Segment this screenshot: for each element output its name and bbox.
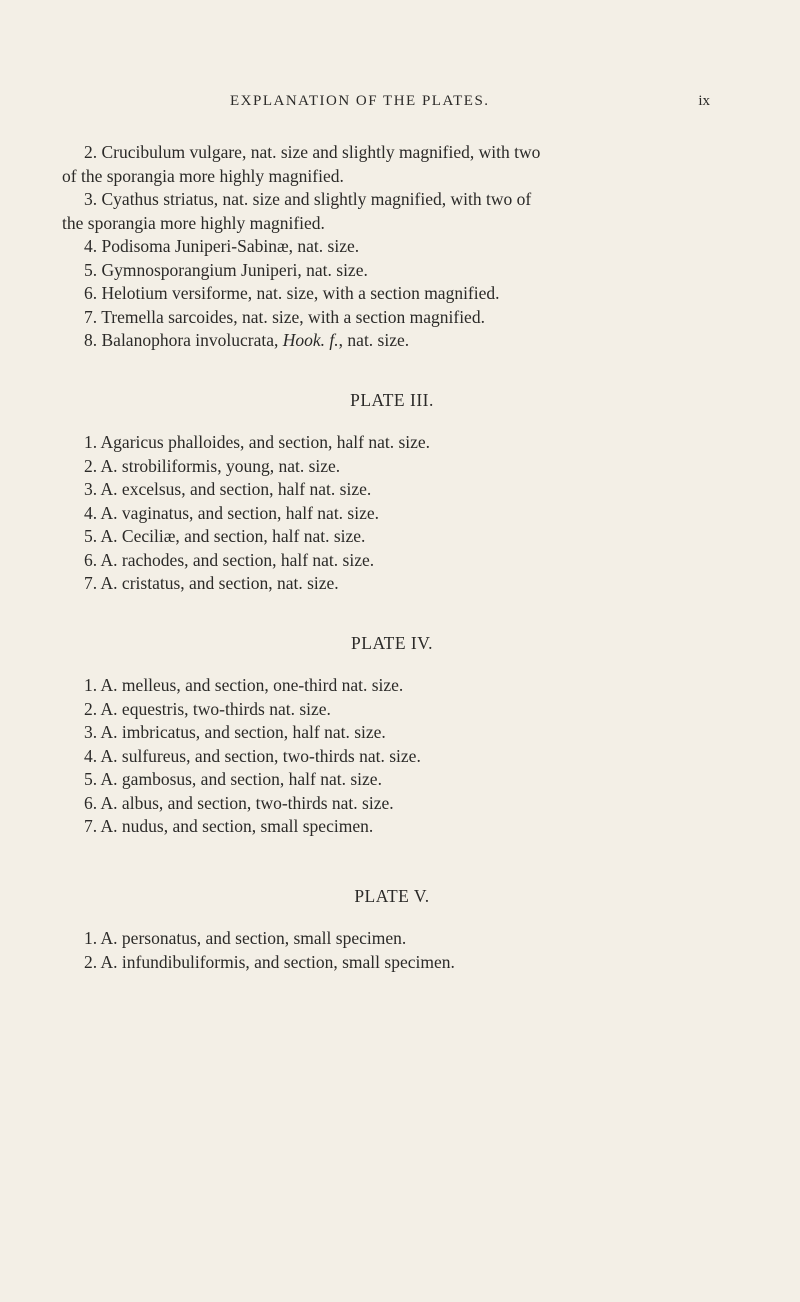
entry-number: 1. xyxy=(84,675,98,695)
entry-text: Cyathus striatus, nat. size and slightly magnified, with two of xyxy=(101,189,532,209)
intro-entries xyxy=(62,141,722,353)
entry-text: Agaricus phalloides, and section, half nat. size. xyxy=(100,432,431,452)
plate-section xyxy=(62,389,722,596)
list-item xyxy=(62,141,722,188)
entry-number: 5. xyxy=(84,526,98,546)
list-item xyxy=(62,235,722,259)
page-body xyxy=(62,141,722,974)
entry-text: A. Ceciliæ, and section, half nat. size. xyxy=(100,526,366,546)
entry-number: 1. xyxy=(84,928,98,948)
entry-text: A. excelsus, and section, half nat. size. xyxy=(100,479,372,499)
entry-number: 6. xyxy=(84,792,98,813)
plate-section xyxy=(62,885,722,975)
list-item xyxy=(62,525,722,549)
entry-text: Helotium versiforme, nat. size, with a section magnified. xyxy=(101,283,500,303)
plate-heading: PLATE IV. xyxy=(351,632,433,653)
running-head xyxy=(230,93,710,117)
entry-text: A. equestris, two-thirds nat. size. xyxy=(100,698,331,719)
entry-text: Tremella sarcoides, nat. size, with a section magnified. xyxy=(101,306,485,327)
running-title: EXPLANATION OF THE PLATES. xyxy=(230,93,490,109)
entry-number: 2. xyxy=(84,455,98,476)
list-item xyxy=(62,792,722,816)
list-item xyxy=(62,674,722,698)
list-item xyxy=(62,329,722,353)
entry-number: 6. xyxy=(84,283,98,303)
list-item xyxy=(62,768,722,792)
list-item xyxy=(62,572,722,596)
plate-section xyxy=(62,632,722,839)
entry-number: 2. xyxy=(84,951,98,972)
list-item xyxy=(62,431,722,455)
list-item xyxy=(62,549,722,573)
list-item xyxy=(62,455,722,479)
list-item xyxy=(62,478,722,502)
entry-number: 7. xyxy=(84,306,98,327)
page-number: ix xyxy=(698,93,710,109)
list-item xyxy=(62,951,722,975)
entry-number: 3. xyxy=(84,479,98,499)
entry-text: A. cristatus, and section, nat. size. xyxy=(100,573,339,593)
entry-text: Gymnosporangium Juniperi, nat. size. xyxy=(101,259,368,280)
entry-text: A. rachodes, and section, half nat. size. xyxy=(100,549,375,570)
entry-number: 4. xyxy=(84,236,98,256)
entry-number: 5. xyxy=(84,259,98,280)
list-item xyxy=(62,927,722,951)
list-item xyxy=(62,502,722,526)
entry-number: 7. xyxy=(84,573,98,593)
list-item xyxy=(62,721,722,745)
entry-number: 8. xyxy=(84,330,98,350)
entry-text: A. personatus, and section, small specimen. xyxy=(100,928,407,948)
entry-number: 2. xyxy=(84,142,98,162)
entry-text: A. gambosus, and section, half nat. size. xyxy=(100,769,382,789)
entry-number: 3. xyxy=(84,722,98,742)
list-item xyxy=(62,306,722,330)
entry-text: A. infundibuliformis, and section, small specimen. xyxy=(100,951,455,972)
entry-text-continued: of the sporangia more highly magnified. xyxy=(62,165,344,186)
entry-text: A. strobiliformis, young, nat. size. xyxy=(100,455,341,476)
entry-text: A. sulfureus, and section, two-thirds nat. size. xyxy=(100,745,421,766)
entry-number: 4. xyxy=(84,502,98,523)
entry-text: Balanophora involucrata, xyxy=(101,330,283,350)
entry-number: 6. xyxy=(84,549,98,570)
entry-number: 2. xyxy=(84,698,98,719)
entry-number: 7. xyxy=(84,816,98,836)
entry-number: 4. xyxy=(84,745,98,766)
entry-text-continued: the sporangia more highly magnified. xyxy=(62,212,325,233)
entry-text: A. vaginatus, and section, half nat. size. xyxy=(100,502,380,523)
entry-text-end: , nat. size. xyxy=(338,330,410,350)
entry-number: 5. xyxy=(84,769,98,789)
list-item xyxy=(62,745,722,769)
list-item xyxy=(62,698,722,722)
list-item xyxy=(62,815,722,839)
entry-text: A. melleus, and section, one-third nat. size. xyxy=(100,675,404,695)
plate-heading: PLATE III. xyxy=(350,389,434,410)
list-item xyxy=(62,259,722,283)
entry-number: 3. xyxy=(84,189,98,209)
entry-text: A. nudus, and section, small specimen. xyxy=(100,816,374,836)
entry-authority: Hook. f. xyxy=(282,330,339,350)
list-item xyxy=(62,282,722,306)
entry-text: Crucibulum vulgare, nat. size and slightly magnified, with two xyxy=(101,142,541,162)
entry-text: A. albus, and section, two-thirds nat. size. xyxy=(100,792,394,813)
plate-heading: PLATE V. xyxy=(354,885,430,906)
list-item xyxy=(62,188,722,235)
entry-text: Podisoma Juniperi-Sabinæ, nat. size. xyxy=(101,236,360,256)
entry-text: A. imbricatus, and section, half nat. size. xyxy=(100,722,386,742)
entry-number: 1. xyxy=(84,432,98,452)
